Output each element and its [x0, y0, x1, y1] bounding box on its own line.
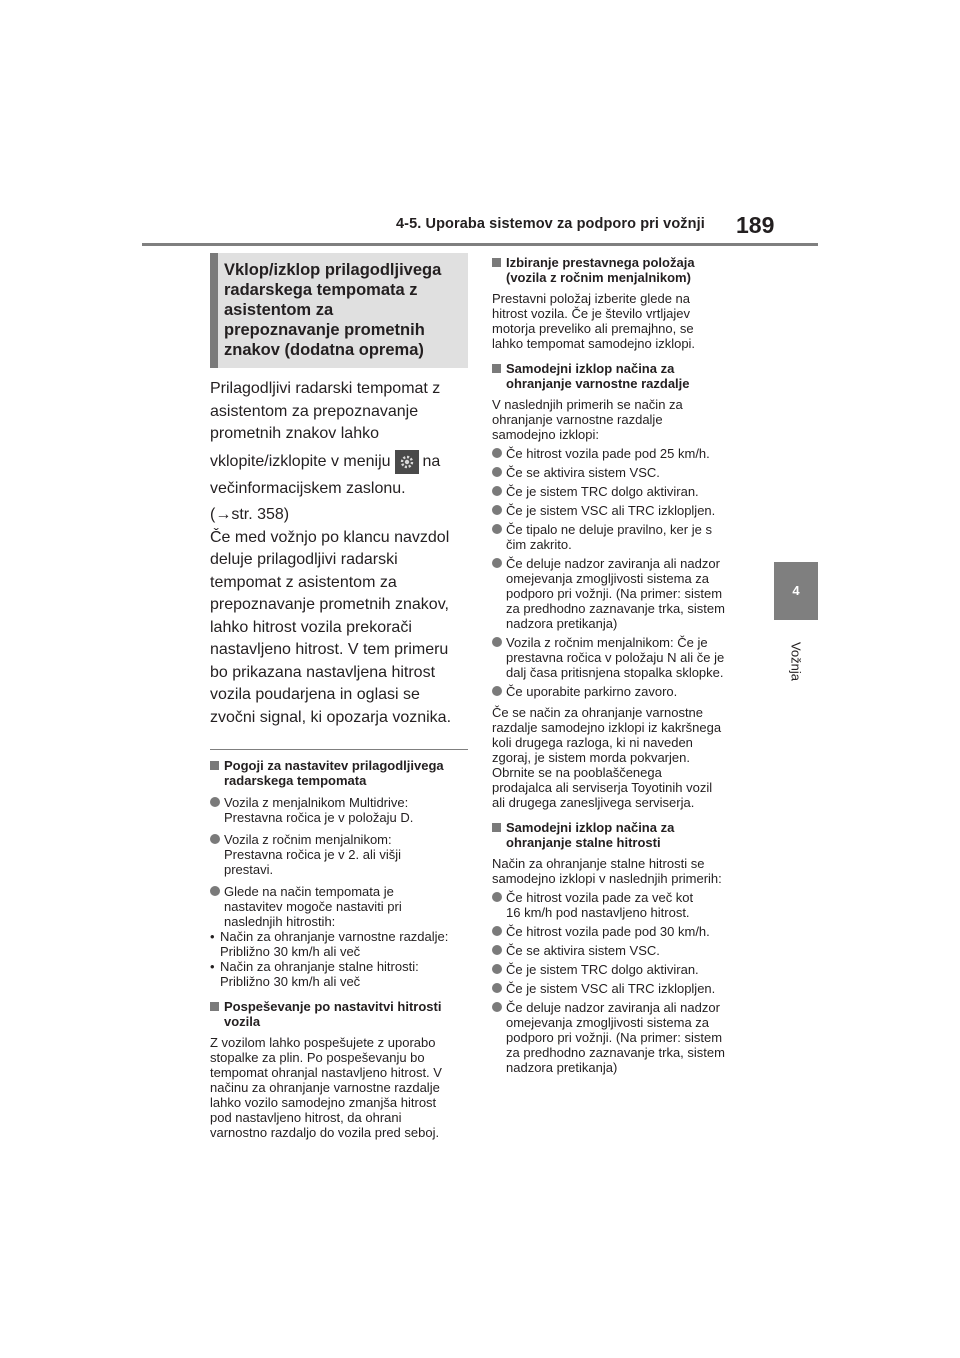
sub-bullet-line: razdalje: Približno 30 km/h ali več — [220, 929, 449, 959]
bullet-dot-icon — [210, 886, 220, 896]
section-title-line: znakov (dodatna oprema) — [224, 341, 424, 359]
intro-line: večinformacijskem zaslonu. — [210, 479, 406, 497]
paragraph — [492, 397, 754, 442]
paragraph-line: zgoraj, je sistem morda pokvarjen. — [492, 750, 690, 765]
intro-line: tempomat z asistentom za — [210, 573, 397, 591]
bullet-item — [492, 890, 754, 920]
intro-text — [210, 378, 468, 729]
chapter-tab-label: Vožnja — [788, 641, 804, 682]
bullet-line: nadzora pretikanja) — [506, 616, 618, 631]
bullet-line: podporo pri vožnji. (Na primer: sistem — [506, 586, 723, 601]
heading-line: (vozila z ročnim menjalnikom) — [506, 270, 691, 285]
bullet-line: Če tipalo ne deluje pravilno, ker je s — [506, 522, 712, 537]
bullet-dot-icon — [492, 892, 502, 902]
intro-line: zvočni signal, ki opozarja voznika. — [210, 708, 452, 726]
bullet-dot-icon — [492, 448, 502, 458]
intro-line: bo prikazana nastavljena hitrost — [210, 663, 436, 681]
paragraph-line: Način za ohranjanje stalne hitrosti se — [492, 856, 705, 871]
bullet-item — [492, 556, 754, 631]
intro-line: nastavljeno hitrost. V tem primeru — [210, 641, 449, 658]
bullet-line: Vozila z menjalnikom Multidrive: — [224, 795, 409, 810]
bullet-dot-icon — [492, 467, 502, 477]
bullet-line: nastavitev mogoče nastaviti pri — [224, 899, 402, 914]
paragraph-line: lahko vozilo samodejno zmanjša hitrost — [210, 1095, 437, 1110]
bullet-line: Prestavna ročica je v položaju D. — [224, 810, 414, 825]
bullet-dot-icon — [492, 964, 502, 974]
bullet-line: Če hitrost vozila pade pod 30 km/h. — [506, 924, 710, 939]
intro-line: prepoznavanje prometnih znakov, — [210, 596, 449, 613]
chapter-header: 4-5. Uporaba sistemov za podporo pri vožnji — [396, 216, 705, 232]
bullet-item — [492, 484, 754, 499]
paragraph-line: tempomat ohranjal nastavljeno hitrost. V — [210, 1065, 442, 1080]
paragraph-line: koli drugega razloga, ki ni naveden — [492, 735, 693, 750]
subsection-heading — [210, 758, 468, 788]
page-number: 189 — [736, 212, 775, 238]
bullet-line: prestavna ročica v položaju N ali če je — [506, 650, 725, 665]
paragraph-line: samodejno izklopi: — [492, 427, 599, 442]
left-column — [210, 253, 468, 1140]
sub-bullet-line: Približno 30 km/h ali več — [220, 974, 361, 989]
bullet-line: omejevanja zmogljivosti sistema za — [506, 1015, 710, 1030]
paragraph — [492, 291, 754, 351]
right-column — [492, 253, 754, 1075]
bullet-line: Prestavna ročica je v 2. ali višji — [224, 847, 402, 862]
bullet-dot-icon — [210, 797, 220, 807]
page-reference: (→str. 358) — [210, 506, 290, 523]
paragraph-line: Če se način za ohranjanje varnostne — [492, 705, 704, 720]
bullet-dot-icon — [492, 524, 502, 534]
intro-line: Če med vožnjo po klancu navzdol — [210, 528, 450, 546]
paragraph-line: pod nastavljeno hitrost, da ohrani — [210, 1110, 402, 1125]
bullet-line: za predhodno zaznavanje trka, sistem — [506, 1045, 725, 1060]
intro-line-part: vklopite/izklopite v meniju — [210, 452, 391, 470]
bullet-line: prestavi. — [224, 862, 274, 877]
intro-line: prometnih znakov lahko — [210, 425, 379, 442]
subsection-heading — [492, 361, 754, 391]
heading-line: vozila — [224, 1014, 261, 1029]
intro-line: Prilagodljivi radarski tempomat z — [210, 380, 441, 397]
bullet-line: Če hitrost vozila pade za več kot — [506, 890, 694, 905]
paragraph-line: ohranjanje varnostne razdalje — [492, 412, 663, 427]
bullet-item — [492, 684, 754, 699]
bullet-line: podporo pri vožnji. (Na primer: sistem — [506, 1030, 723, 1045]
bullet-line: Če uporabite parkirno zavoro. — [506, 684, 678, 699]
paragraph — [492, 705, 754, 810]
heading-line: ohranjanje stalne hitrosti — [506, 835, 661, 850]
bullet-line: Če je sistem TRC dolgo aktiviran. — [506, 962, 699, 977]
bullet-line: naslednjih hitrostih: — [224, 914, 336, 929]
bullet-line: Če deluje nadzor zaviranja ali nadzor — [506, 1000, 720, 1015]
paragraph-line: ali drugega zanesljivega serviserja. — [492, 795, 695, 810]
bullet-dot-icon — [210, 834, 220, 844]
bullet-item — [492, 503, 754, 518]
bullet-line: Če je sistem VSC ali TRC izklopljen. — [506, 503, 716, 518]
section-title-line: asistentom za — [224, 301, 334, 319]
heading-line: Pospeševanje po nastavitvi hitrosti — [224, 999, 442, 1014]
paragraph-line: načinu za ohranjanje varnostne razdalje — [210, 1080, 440, 1095]
bullet-item — [492, 446, 754, 461]
sub-bullet-line: Način za ohranjanje varnostne — [220, 929, 396, 944]
paragraph — [210, 1035, 468, 1140]
intro-line: vozila poudarjena in oglasi se — [210, 686, 420, 703]
bullet-dot-icon — [492, 945, 502, 955]
bullet-line: za predhodno zaznavanje trka, sistem — [506, 601, 725, 616]
bullet-line: dalj časa pritisnjena stopalka sklopke. — [506, 665, 724, 680]
bullet-dot-icon — [492, 558, 502, 568]
paragraph — [492, 856, 754, 886]
heading-line: ohranjanje varnostne razdalje — [506, 376, 690, 391]
paragraph-line: V naslednjih primerih se način za — [492, 397, 683, 412]
paragraph-line: samodejno izklopi v naslednjih primerih: — [492, 871, 722, 886]
sub-bullet-line: Način za ohranjanje stalne hitrosti: — [220, 959, 419, 974]
bullet-item — [492, 924, 754, 939]
bullet-line: Če deluje nadzor zaviranja ali nadzor — [506, 556, 720, 571]
bullet-item — [210, 832, 468, 877]
paragraph-line: Prestavni položaj izberite glede na — [492, 291, 691, 306]
paragraph-line: razdalje samodejno izklopi iz kakršnega — [492, 720, 722, 735]
paragraph-line: stopalke za plin. Po pospeševanju bo — [210, 1050, 425, 1065]
bullet-dot-icon — [492, 926, 502, 936]
subsection-heading — [492, 820, 754, 850]
bullet-item — [210, 795, 468, 825]
bullet-line: Če je sistem VSC ali TRC izklopljen. — [506, 981, 716, 996]
bullet-line: Vozila z ročnim menjalnikom: Če je — [506, 635, 708, 650]
bullet-item — [492, 981, 754, 996]
sub-bullet-item — [210, 959, 468, 989]
bullet-item — [210, 884, 468, 929]
bullet-item — [492, 465, 754, 480]
section-title-box — [210, 253, 468, 368]
bullet-item — [492, 962, 754, 977]
section-title-line: prepoznavanje prometnih — [224, 321, 425, 339]
bullet-dot-icon — [492, 637, 502, 647]
bullet-item — [492, 1000, 754, 1075]
header-rule — [142, 243, 818, 246]
bullet-dot-icon — [492, 983, 502, 993]
bullet-line: čim zakrito. — [506, 537, 572, 552]
intro-line-with-icon — [210, 450, 468, 474]
paragraph-line: Obrnite se na pooblaščenega — [492, 765, 662, 780]
heading-line: Pogoji za nastavitev prilagodljivega — [224, 758, 444, 773]
intro-line-part: na — [422, 452, 441, 470]
bullet-line: Če hitrost vozila pade pod 25 km/h. — [506, 446, 710, 461]
intro-line: lahko hitrost vozila prekorači — [210, 618, 412, 636]
bullet-dot-icon — [492, 505, 502, 515]
chapter-tab: 4 — [774, 562, 818, 620]
paragraph-line: lahko tempomat samodejno izklopi. — [492, 336, 696, 351]
heading-line: Izbiranje prestavnega položaja — [506, 255, 695, 270]
sub-bullet-item — [210, 929, 468, 959]
bullet-line: Vozila z ročnim menjalnikom: — [224, 832, 392, 847]
settings-gear-icon — [395, 450, 419, 474]
bullet-dot-icon — [492, 486, 502, 496]
paragraph-line: varnostno razdaljo do vozila pred seboj. — [210, 1125, 440, 1140]
bullet-item — [492, 943, 754, 958]
subsection-heading — [492, 255, 754, 285]
intro-line: deluje prilagodljivi radarski — [210, 551, 398, 568]
bullet-line: nadzora pretikanja) — [506, 1060, 618, 1075]
paragraph-line: Z vozilom lahko pospešujete z uporabo — [210, 1035, 436, 1050]
bullet-line: omejevanja zmogljivosti sistema za — [506, 571, 710, 586]
section-divider — [210, 749, 468, 750]
subsection-heading — [210, 999, 468, 1029]
bullet-item — [492, 635, 754, 680]
section-title-line: Vklop/izklop prilagodljivega — [224, 261, 442, 279]
paragraph-line: hitrost vozila. Če je število vrtljajev — [492, 306, 690, 321]
paragraph-line: motorja preveliko ali premajhno, se — [492, 321, 694, 336]
heading-line: radarskega tempomata — [224, 773, 367, 788]
section-title-line: radarskega tempomata z — [224, 281, 418, 299]
heading-line: Samodejni izklop načina za — [506, 820, 675, 835]
bullet-dot-icon — [492, 1002, 502, 1012]
bullet-line: Če je sistem TRC dolgo aktiviran. — [506, 484, 699, 499]
bullet-line: Glede na način tempomata je — [224, 884, 394, 899]
bullet-line: Če se aktivira sistem VSC. — [506, 943, 660, 958]
bullet-line: Če se aktivira sistem VSC. — [506, 465, 660, 480]
bullet-line: 16 km/h pod nastavljeno hitrost. — [506, 905, 690, 920]
bullet-item — [492, 522, 754, 552]
intro-line: asistentom za prepoznavanje — [210, 402, 419, 420]
heading-line: Samodejni izklop načina za — [506, 361, 675, 376]
paragraph-line: prodajalca ali serviserja Toyotinih vozil — [492, 780, 713, 795]
bullet-dot-icon — [492, 686, 502, 696]
